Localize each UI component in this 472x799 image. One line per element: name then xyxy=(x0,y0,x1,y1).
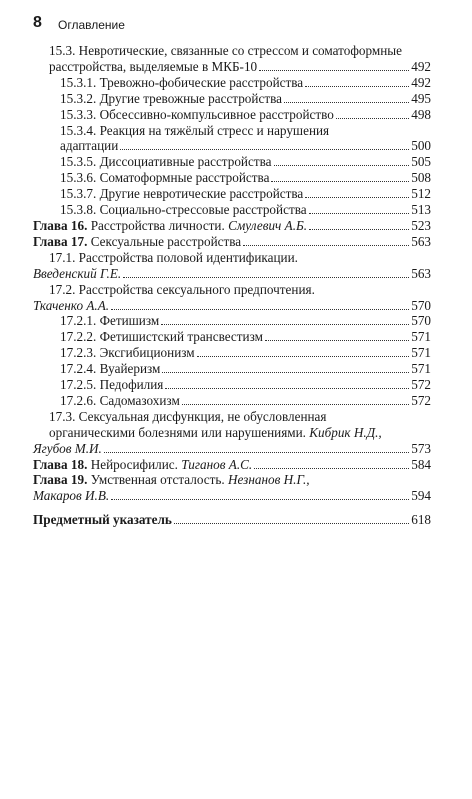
author: Ткаченко А.А. xyxy=(33,297,110,313)
toc-entry-17-2-6[interactable]: 17.2.6. Садомазохизм 572 xyxy=(60,392,431,408)
toc-entry-15-3-1[interactable]: 15.3.1. Тревожно-фобические расстройства 492 xyxy=(60,74,431,90)
page-ref: 505 xyxy=(411,154,431,170)
page-ref: 594 xyxy=(411,488,431,504)
author: Смулевич А.Б. xyxy=(228,217,308,233)
page-ref: 570 xyxy=(411,297,431,313)
page-ref: 508 xyxy=(411,170,431,186)
author: Макаров И.В. xyxy=(33,488,110,504)
running-title: Оглавление xyxy=(58,18,125,32)
toc-entry-15-3-3[interactable]: 15.3.3. Обсессивно-компульсивное расстройство 498 xyxy=(60,106,431,122)
author: Тиганов А.С. xyxy=(181,456,253,472)
table-of-contents xyxy=(33,43,431,528)
page-ref: 573 xyxy=(411,440,431,456)
toc-entry-17-2-5[interactable]: 17.2.5. Педофилия 572 xyxy=(60,377,431,393)
page-ref: 498 xyxy=(411,106,431,122)
toc-entry-15-3-5[interactable]: 15.3.5. Диссоциативные расстройства 505 xyxy=(60,154,431,170)
author: Кибрик Н.Д., xyxy=(309,424,382,440)
toc-entry-17-2-2[interactable]: 17.2.2. Фетишистский трансвестизм 571 xyxy=(60,329,431,345)
toc-subject-index[interactable]: Предметный указатель 618 xyxy=(33,512,431,528)
toc-chapter-19[interactable]: Глава 19. Умственная отсталость. Незнанов Н.Г., Макаров И.В. 594 xyxy=(33,472,431,504)
toc-entry-15-3-8[interactable]: 15.3.8. Социально-стрессовые расстройства 513 xyxy=(60,202,431,218)
chapter-label: Глава 17. xyxy=(33,233,88,249)
page-ref: 523 xyxy=(411,217,431,233)
toc-entry-17-3[interactable]: 17.3. Сексуальная дисфункция, не обусловленная органическими болезнями или нарушениями. Кибрик Н.Д., Ягубов М.И. 573 xyxy=(33,408,431,456)
page-ref: 584 xyxy=(411,456,431,472)
chapter-label: Глава 16. xyxy=(33,217,88,233)
page-ref: 571 xyxy=(411,361,431,377)
toc-entry-15-3-7[interactable]: 15.3.7. Другие невротические расстройства 512 xyxy=(60,186,431,202)
toc-entry-15-3-2[interactable]: 15.3.2. Другие тревожные расстройства 495 xyxy=(60,90,431,106)
toc-entry-17-1[interactable]: 17.1. Расстройства половой идентификации. Введенский Г.Е. 563 xyxy=(33,249,431,281)
toc-entry-17-2-4[interactable]: 17.2.4. Вуайеризм 571 xyxy=(60,361,431,377)
toc-entry-17-2[interactable]: 17.2. Расстройства сексуального предпочтения. Ткаченко А.А. 570 xyxy=(33,281,431,313)
page-ref: 512 xyxy=(411,186,431,202)
toc-entry-15-3[interactable]: 15.3. Невротические, связанные со стрессом и соматоформные расстройства, выделяемые в МКБ-10 492 xyxy=(49,43,431,74)
page-ref: 618 xyxy=(411,512,431,528)
toc-entry-15-3-4[interactable]: 15.3.4. Реакция на тяжёлый стресс и нарушения адаптации 500 xyxy=(60,122,431,154)
page-ref: 570 xyxy=(411,313,431,329)
author: Незнанов Н.Г., xyxy=(227,472,310,488)
page-ref: 563 xyxy=(411,265,431,281)
toc-chapter-18[interactable]: Глава 18. Нейросифилис. Тиганов А.С. 584 xyxy=(33,456,431,472)
toc-chapter-17[interactable]: Глава 17. Сексуальные расстройства 563 xyxy=(33,233,431,249)
author: Ягубов М.И. xyxy=(33,440,102,456)
toc-entry-15-3-6[interactable]: 15.3.6. Соматоформные расстройства 508 xyxy=(60,170,431,186)
page-ref: 492 xyxy=(411,58,431,74)
author: Введенский Г.Е. xyxy=(33,265,122,281)
chapter-label: Глава 18. xyxy=(33,456,88,472)
toc-entry-17-2-1[interactable]: 17.2.1. Фетишизм 570 xyxy=(60,313,431,329)
page-number: 8 xyxy=(33,14,42,31)
chapter-label: Глава 19. xyxy=(33,472,88,488)
page-ref: 572 xyxy=(411,377,431,393)
page-ref: 571 xyxy=(411,329,431,345)
toc-entry-17-2-3[interactable]: 17.2.3. Эксгибиционизм 571 xyxy=(60,345,431,361)
page-ref: 571 xyxy=(411,345,431,361)
page-ref: 563 xyxy=(411,233,431,249)
page-ref: 492 xyxy=(411,74,431,90)
page-ref: 500 xyxy=(411,138,431,154)
page-ref: 513 xyxy=(411,202,431,218)
page-ref: 572 xyxy=(411,392,431,408)
page-header xyxy=(33,12,443,36)
page-ref: 495 xyxy=(411,90,431,106)
toc-chapter-16[interactable]: Глава 16. Расстройства личности. Смулевич А.Б. 523 xyxy=(33,217,431,233)
